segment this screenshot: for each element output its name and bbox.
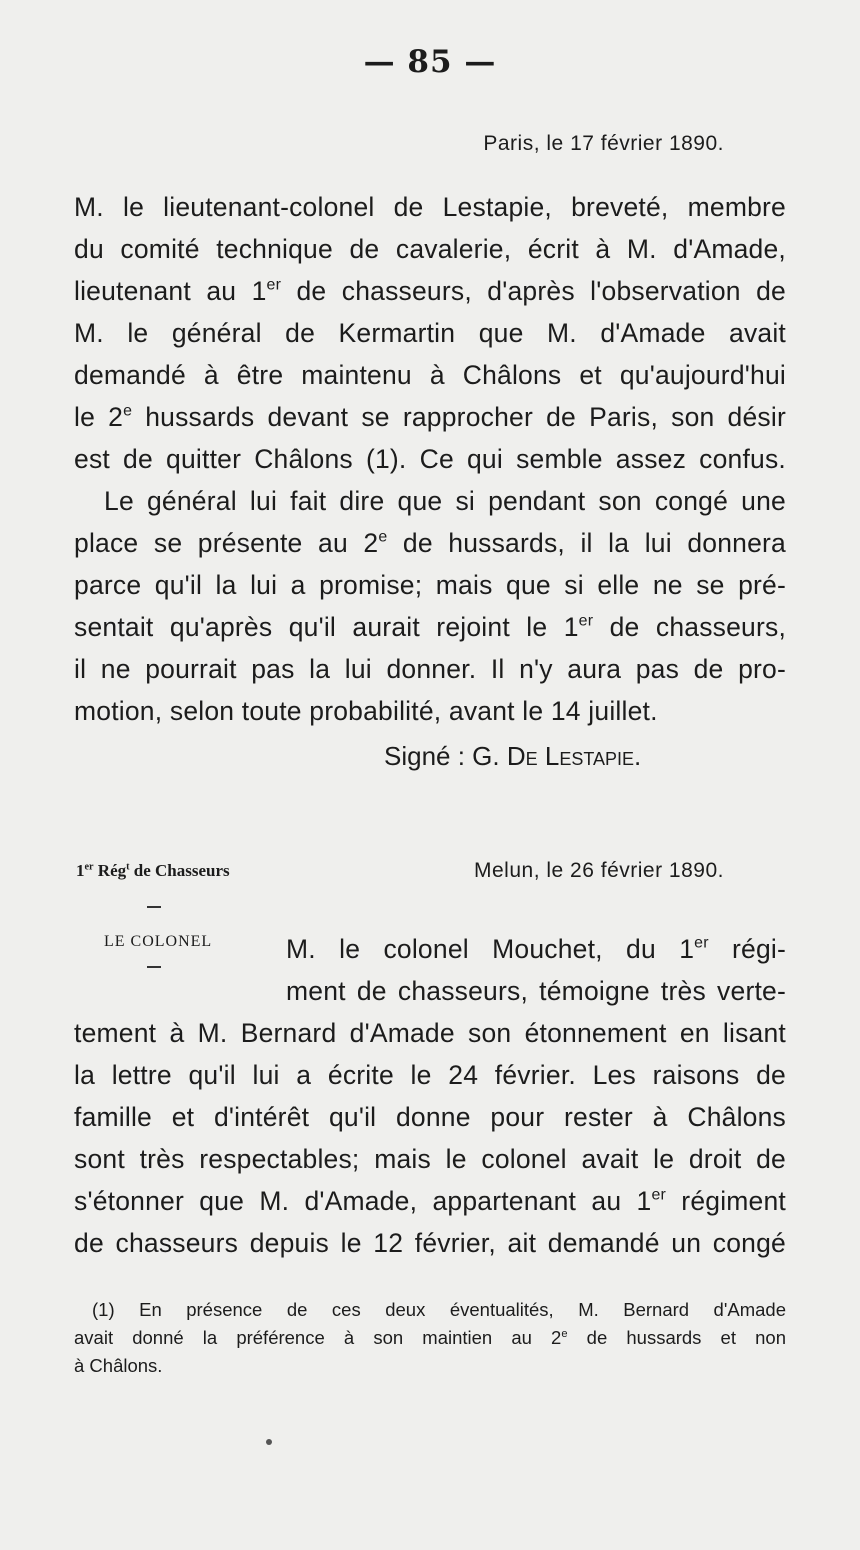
para2-line-3: parce qu'il la lui a promise; mais que si elle ne se pré- [74, 570, 786, 600]
para3-line-3: tement à M. Bernard d'Amade son étonnement en lisant [74, 1018, 786, 1048]
letter2-dateline: Melun, le 26 février 1890. [474, 859, 724, 882]
para2-line-5: il ne pourrait pas la lui donner. Il n'y aura pas de pro- [74, 654, 786, 684]
regiment-heading: 1er Rég$^t$ de Chasseurs [76, 861, 230, 880]
para2-line-6: motion, selon toute probabilité, avant le 14 juillet. [74, 696, 658, 726]
colonel-label: LE COLONEL [104, 933, 213, 950]
para3-line-7: s'étonner que M. d'Amade, appartenant au 1er régiment [74, 1186, 786, 1216]
para3-line-2: ment de chasseurs, témoigne très verte- [286, 976, 786, 1006]
footnote-line-1: (1) En présence de ces deux éventualités, M. Bernard d'Amade [92, 1299, 786, 1320]
para2-line-4: sentait qu'après qu'il aurait rejoint le 1er de chasseurs, [74, 612, 787, 642]
para1-line-3: lieutenant au 1er de chasseurs, d'après l'observation de [74, 276, 786, 306]
footnote-line-2: avait donné la préférence à son maintien au 2e de hussards et non [74, 1327, 786, 1348]
divider-dash [147, 906, 161, 908]
para1-line-4: M. le général de Kermartin que M. d'Amade avait [74, 318, 786, 348]
para1-line-5: demandé à être maintenu à Châlons et qu'aujourd'hui [74, 360, 786, 390]
signature-name: De Lestapie. [506, 741, 642, 771]
para3-line-5: famille et d'intérêt qu'il donne pour rester à Châlons [74, 1102, 786, 1132]
ink-dot [266, 1439, 272, 1445]
para3-line-1: M. le colonel Mouchet, du 1er régi- [286, 934, 786, 964]
para1-line-6: le 2e hussards devant se rapprocher de Paris, son désir [74, 402, 786, 432]
para1-line-7: est de quitter Châlons (1). Ce qui semble assez confus. [74, 444, 786, 474]
para3-line-6: sont très respectables; mais le colonel avait le droit de [74, 1144, 786, 1174]
para3-line-8: de chasseurs depuis le 12 février, ait demandé un congé [74, 1228, 786, 1258]
para3-line-4: la lettre qu'il lui a écrite le 24 février. Les raisons de [74, 1060, 786, 1090]
para2-line-2: place se présente au 2e de hussards, il la lui donnera [74, 528, 786, 558]
divider-dash [147, 966, 161, 968]
letter1-dateline: Paris, le 17 février 1890. [483, 132, 724, 155]
para1-line-2: du comité technique de cavalerie, écrit à M. d'Amade, [74, 234, 786, 264]
signature-prefix: Signé : G. [384, 741, 500, 771]
footnote-line-3: à Châlons. [74, 1355, 163, 1376]
para1-line-1: M. le lieutenant-colonel de Lestapie, breveté, membre [74, 192, 786, 222]
para2-line-1: Le général lui fait dire que si pendant son congé une [104, 486, 786, 516]
signature [384, 741, 641, 772]
page-number: — 85 — [363, 44, 497, 80]
